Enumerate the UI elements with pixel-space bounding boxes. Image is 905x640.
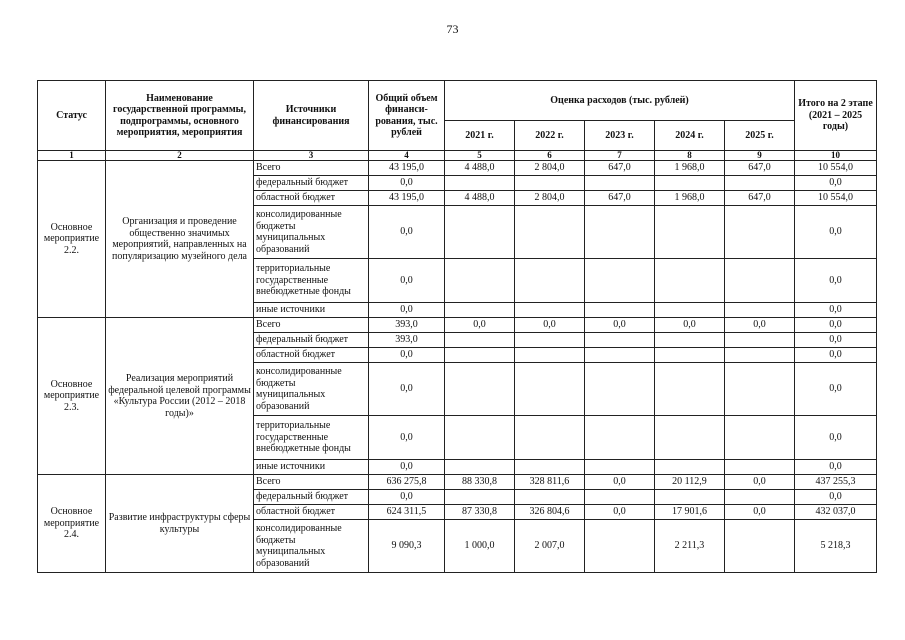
funding-table xyxy=(37,80,877,573)
year-value-cell xyxy=(445,460,515,475)
column-number-row xyxy=(38,151,877,161)
year-value-cell: 647,0 xyxy=(585,191,655,206)
year-value-cell xyxy=(585,176,655,191)
year-value-cell xyxy=(585,206,655,259)
funding-source-cell: областной бюджет xyxy=(254,348,369,363)
column-number: 5 xyxy=(445,151,515,161)
year-value-cell xyxy=(445,416,515,460)
year-value-cell xyxy=(515,176,585,191)
funding-source-cell: территориальные государственные внебюджетные фонды xyxy=(254,416,369,460)
page-number: 73 xyxy=(446,22,459,36)
year-value-cell: 0,0 xyxy=(655,318,725,333)
year-value-cell: 2 804,0 xyxy=(515,161,585,176)
year-value-cell: 1 000,0 xyxy=(445,520,515,573)
year-value-cell: 1 968,0 xyxy=(655,161,725,176)
stage-total-cell: 10 554,0 xyxy=(795,161,877,176)
column-number: 2 xyxy=(106,151,254,161)
status-cell: Основное мероприятие 2.2. xyxy=(38,161,106,318)
funding-source-cell: консолидированные бюджеты муниципальных образований xyxy=(254,363,369,416)
year-value-cell: 17 901,6 xyxy=(655,505,725,520)
year-value-cell: 4 488,0 xyxy=(445,191,515,206)
year-value-cell xyxy=(725,259,795,303)
event-name-cell: Развитие инфраструктуры сферы культуры xyxy=(106,475,254,573)
total-volume-cell: 9 090,3 xyxy=(369,520,445,573)
stage-total-cell: 432 037,0 xyxy=(795,505,877,520)
year-value-cell xyxy=(515,206,585,259)
table-row xyxy=(38,318,877,333)
year-value-cell xyxy=(445,490,515,505)
stage-total-cell: 0,0 xyxy=(795,303,877,318)
header-year: 2025 г. xyxy=(725,121,795,151)
stage-total-cell: 0,0 xyxy=(795,490,877,505)
year-value-cell: 647,0 xyxy=(725,191,795,206)
column-number: 6 xyxy=(515,151,585,161)
year-value-cell: 0,0 xyxy=(585,475,655,490)
year-value-cell: 1 968,0 xyxy=(655,191,725,206)
year-value-cell xyxy=(585,259,655,303)
year-value-cell xyxy=(445,303,515,318)
year-value-cell: 2 804,0 xyxy=(515,191,585,206)
header-year: 2024 г. xyxy=(655,121,725,151)
year-value-cell: 647,0 xyxy=(725,161,795,176)
year-value-cell xyxy=(655,348,725,363)
status-cell: Основное мероприятие 2.3. xyxy=(38,318,106,475)
header-source: Источники финансирования xyxy=(254,81,369,151)
total-volume-cell: 0,0 xyxy=(369,490,445,505)
year-value-cell xyxy=(585,520,655,573)
funding-source-cell: федеральный бюджет xyxy=(254,490,369,505)
year-value-cell xyxy=(445,348,515,363)
header-status: Статус xyxy=(38,81,106,151)
event-name-cell: Организация и проведение общественно значимых мероприятий, направленных на популяризацию музейного дела xyxy=(106,161,254,318)
year-value-cell xyxy=(515,416,585,460)
total-volume-cell: 624 311,5 xyxy=(369,505,445,520)
year-value-cell: 0,0 xyxy=(725,505,795,520)
total-volume-cell: 0,0 xyxy=(369,259,445,303)
year-value-cell xyxy=(655,333,725,348)
funding-source-cell: консолидированные бюджеты муниципальных образований xyxy=(254,520,369,573)
total-volume-cell: 0,0 xyxy=(369,176,445,191)
total-volume-cell: 0,0 xyxy=(369,348,445,363)
year-value-cell xyxy=(655,176,725,191)
stage-total-cell: 0,0 xyxy=(795,176,877,191)
year-value-cell: 87 330,8 xyxy=(445,505,515,520)
funding-source-cell: областной бюджет xyxy=(254,505,369,520)
year-value-cell xyxy=(585,348,655,363)
funding-source-cell: федеральный бюджет xyxy=(254,176,369,191)
year-value-cell xyxy=(655,363,725,416)
year-value-cell: 20 112,9 xyxy=(655,475,725,490)
year-value-cell xyxy=(515,460,585,475)
header-year: 2023 г. xyxy=(585,121,655,151)
total-volume-cell: 0,0 xyxy=(369,416,445,460)
year-value-cell xyxy=(445,206,515,259)
year-value-cell: 0,0 xyxy=(725,318,795,333)
year-value-cell: 326 804,6 xyxy=(515,505,585,520)
stage-total-cell: 437 255,3 xyxy=(795,475,877,490)
table-body xyxy=(38,161,877,573)
year-value-cell: 0,0 xyxy=(585,505,655,520)
funding-source-cell: иные источники xyxy=(254,303,369,318)
funding-source-cell: областной бюджет xyxy=(254,191,369,206)
year-value-cell: 2 211,3 xyxy=(655,520,725,573)
year-value-cell xyxy=(725,363,795,416)
header-estimate: Оценка расходов (тыс. рублей) xyxy=(445,81,795,121)
year-value-cell xyxy=(655,460,725,475)
year-value-cell xyxy=(585,363,655,416)
stage-total-cell: 0,0 xyxy=(795,333,877,348)
total-volume-cell: 0,0 xyxy=(369,460,445,475)
stage-total-cell: 10 554,0 xyxy=(795,191,877,206)
funding-source-cell: территориальные государственные внебюджетные фонды xyxy=(254,259,369,303)
funding-source-cell: иные источники xyxy=(254,460,369,475)
year-value-cell xyxy=(585,416,655,460)
year-value-cell xyxy=(725,303,795,318)
stage-total-cell: 0,0 xyxy=(795,348,877,363)
column-number: 3 xyxy=(254,151,369,161)
stage-total-cell: 5 218,3 xyxy=(795,520,877,573)
header-total-volume: Общий объем финанси-рования, тыс. рублей xyxy=(369,81,445,151)
year-value-cell: 0,0 xyxy=(445,318,515,333)
stage-total-cell: 0,0 xyxy=(795,363,877,416)
header-year: 2022 г. xyxy=(515,121,585,151)
funding-source-cell: консолидированные бюджеты муниципальных образований xyxy=(254,206,369,259)
year-value-cell xyxy=(585,303,655,318)
stage-total-cell: 0,0 xyxy=(795,206,877,259)
column-number: 8 xyxy=(655,151,725,161)
year-value-cell xyxy=(515,348,585,363)
funding-source-cell: Всего xyxy=(254,475,369,490)
column-number: 9 xyxy=(725,151,795,161)
year-value-cell xyxy=(515,333,585,348)
year-value-cell xyxy=(655,416,725,460)
total-volume-cell: 0,0 xyxy=(369,363,445,416)
event-name-cell: Реализация мероприятий федеральной целевой программы «Культура России (2012 – 2018 годы)» xyxy=(106,318,254,475)
year-value-cell xyxy=(655,259,725,303)
total-volume-cell: 393,0 xyxy=(369,318,445,333)
table-header xyxy=(38,81,877,161)
status-cell: Основное мероприятие 2.4. xyxy=(38,475,106,573)
year-value-cell xyxy=(445,176,515,191)
funding-source-cell: Всего xyxy=(254,318,369,333)
year-value-cell: 4 488,0 xyxy=(445,161,515,176)
year-value-cell xyxy=(445,259,515,303)
year-value-cell xyxy=(445,333,515,348)
year-value-cell xyxy=(585,333,655,348)
year-value-cell xyxy=(445,363,515,416)
year-value-cell xyxy=(585,460,655,475)
year-value-cell xyxy=(725,333,795,348)
year-value-cell xyxy=(515,259,585,303)
year-value-cell xyxy=(655,490,725,505)
year-value-cell: 0,0 xyxy=(515,318,585,333)
year-value-cell: 0,0 xyxy=(725,475,795,490)
year-value-cell xyxy=(515,303,585,318)
year-value-cell xyxy=(725,520,795,573)
year-value-cell xyxy=(515,490,585,505)
year-value-cell xyxy=(725,176,795,191)
funding-source-cell: Всего xyxy=(254,161,369,176)
header-name: Наименование государственной программы, подпрограммы, основного мероприятия, мероприятия xyxy=(106,81,254,151)
year-value-cell xyxy=(655,303,725,318)
stage-total-cell: 0,0 xyxy=(795,460,877,475)
stage-total-cell: 0,0 xyxy=(795,416,877,460)
year-value-cell: 328 811,6 xyxy=(515,475,585,490)
year-value-cell xyxy=(725,416,795,460)
total-volume-cell: 0,0 xyxy=(369,206,445,259)
total-volume-cell: 636 275,8 xyxy=(369,475,445,490)
year-value-cell: 2 007,0 xyxy=(515,520,585,573)
stage-total-cell: 0,0 xyxy=(795,318,877,333)
total-volume-cell: 43 195,0 xyxy=(369,161,445,176)
header-year: 2021 г. xyxy=(445,121,515,151)
column-number: 10 xyxy=(795,151,877,161)
column-number: 7 xyxy=(585,151,655,161)
year-value-cell xyxy=(725,348,795,363)
table-row xyxy=(38,475,877,490)
column-number: 4 xyxy=(369,151,445,161)
year-value-cell xyxy=(725,206,795,259)
stage-total-cell: 0,0 xyxy=(795,259,877,303)
year-value-cell: 88 330,8 xyxy=(445,475,515,490)
year-value-cell: 647,0 xyxy=(585,161,655,176)
table-row xyxy=(38,161,877,176)
year-value-cell: 0,0 xyxy=(585,318,655,333)
funding-source-cell: федеральный бюджет xyxy=(254,333,369,348)
year-value-cell xyxy=(725,490,795,505)
year-value-cell xyxy=(515,363,585,416)
column-number: 1 xyxy=(38,151,106,161)
total-volume-cell: 43 195,0 xyxy=(369,191,445,206)
year-value-cell xyxy=(725,460,795,475)
year-value-cell xyxy=(655,206,725,259)
total-volume-cell: 0,0 xyxy=(369,303,445,318)
total-volume-cell: 393,0 xyxy=(369,333,445,348)
year-value-cell xyxy=(585,490,655,505)
header-stage-total: Итого на 2 этапе (2021 – 2025 годы) xyxy=(795,81,877,151)
